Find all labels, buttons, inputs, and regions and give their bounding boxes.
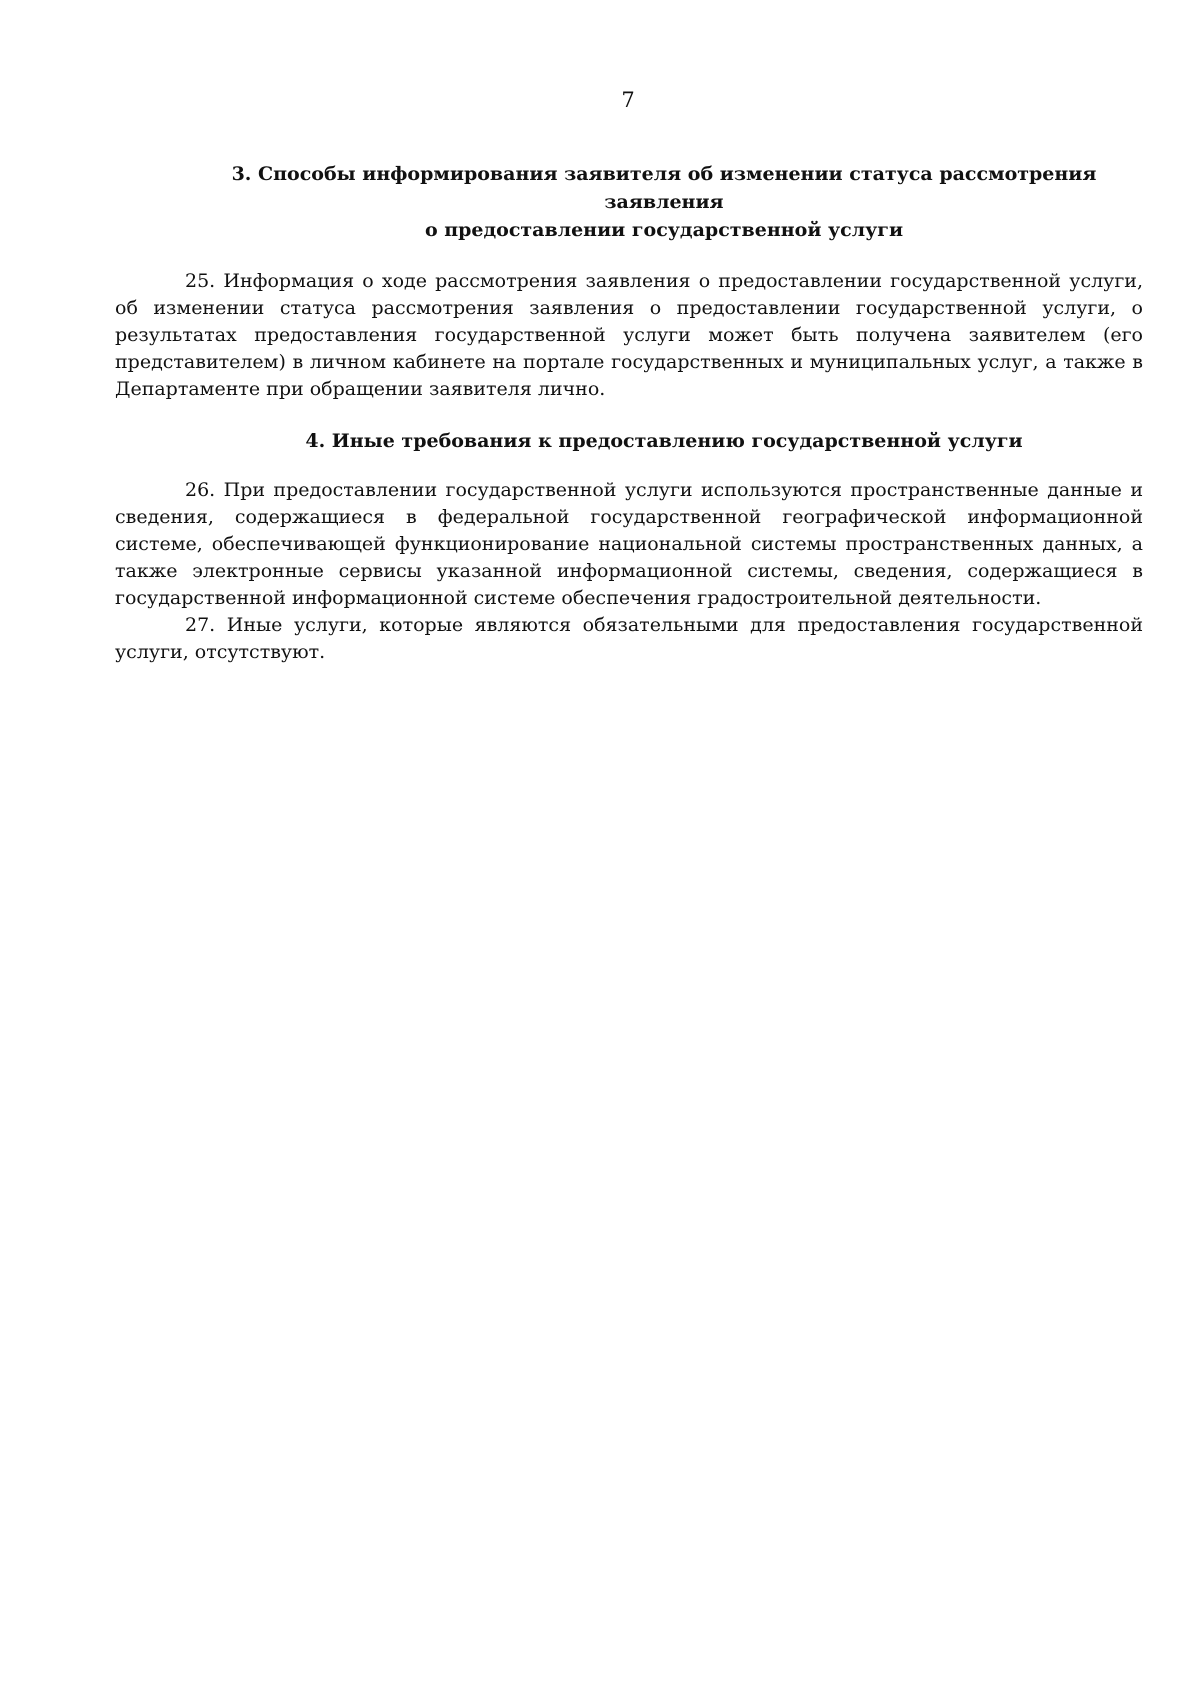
paragraph-26: 26. При предоставлении государственной услуги используются пространственные данные и сведения, содержащиеся в федеральной государственной географической информационной системе, обеспечивающей функционирование национальной системы пространственных данных, а также электронные сервисы указанной информационной системы, сведения, содержащиеся в государственной информационной системе обеспечения градостроительной деятельности. bbox=[115, 479, 1143, 609]
paragraph-27: 27. Иные услуги, которые являются обязательными для предоставления государственной услуги, отсутствуют. bbox=[115, 614, 1143, 663]
section-3-heading bbox=[185, 160, 1143, 244]
section-3-heading-line-2: о предоставлении государственной услуги bbox=[424, 219, 904, 241]
document-body bbox=[115, 160, 1143, 666]
page-number: 7 bbox=[621, 88, 635, 112]
section-4-heading bbox=[185, 427, 1143, 455]
section-4-heading-line-1: 4. Иные требования к предоставлению государственной услуги bbox=[305, 430, 1023, 452]
paragraph-25: 25. Информация о ходе рассмотрения заявления о предоставлении государственной услуги, об изменении статуса рассмотрения заявления о предоставлении государственной услуги, о результатах предоставления государственной услуги может быть получена заявителем (его представителем) в личном кабинете на портале государственных и муниципальных услуг, а также в Департаменте при обращении заявителя лично. bbox=[115, 270, 1143, 400]
section-3-heading-line-1: 3. Способы информирования заявителя об изменении статуса рассмотрения заявления bbox=[231, 163, 1097, 213]
